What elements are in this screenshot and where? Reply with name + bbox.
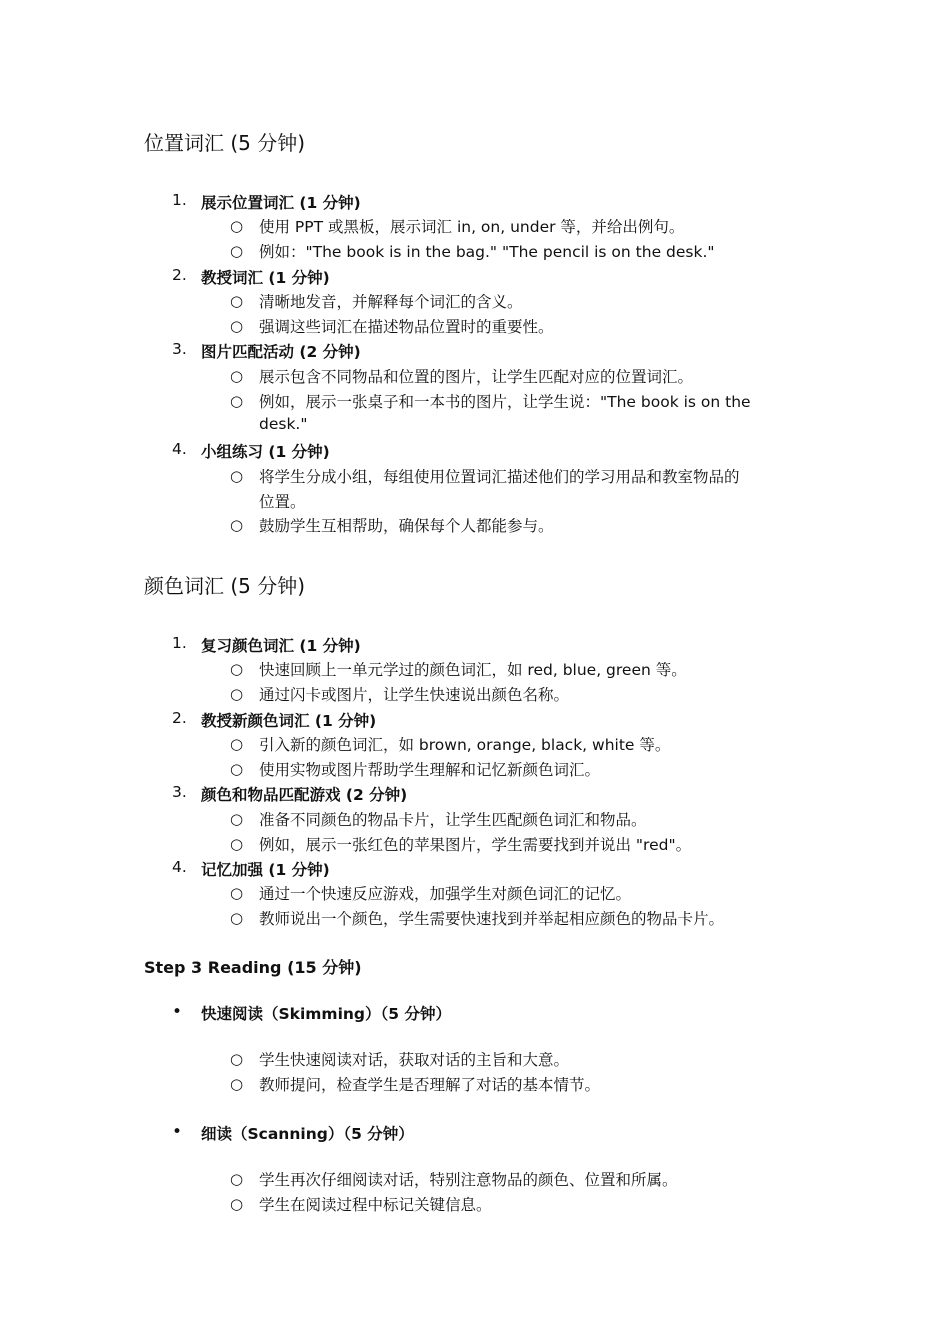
- list-item-title: 展示位置词汇 (1 分钟): [201, 194, 361, 212]
- sub-item: 教师说出一个颜色，学生需要快速找到并举起相应颜色的物品卡片。: [259, 910, 725, 928]
- circle-bullet-icon: ○: [230, 835, 244, 853]
- circle-bullet-icon: ○: [230, 292, 244, 310]
- circle-bullet-icon: ○: [230, 516, 244, 534]
- list-item-title: 复习颜色词汇 (1 分钟): [201, 637, 361, 655]
- circle-bullet-icon: ○: [230, 217, 244, 235]
- sub-item: 例如："The book is in the bag." "The pencil is on the desk.": [259, 243, 715, 261]
- circle-bullet-icon: ○: [230, 367, 244, 385]
- circle-bullet-icon: ○: [230, 1050, 244, 1068]
- list-number: 2.: [172, 709, 187, 727]
- list-number: 1.: [172, 191, 187, 209]
- list-number: 4.: [172, 858, 187, 876]
- step-heading-reading: Step 3 Reading (15 分钟): [144, 958, 362, 977]
- list-item-title: 小组练习 (1 分钟): [201, 443, 330, 461]
- circle-bullet-icon: ○: [230, 884, 244, 902]
- sub-item: 学生快速阅读对话，获取对话的主旨和大意。: [259, 1051, 570, 1069]
- bullet-icon: •: [172, 1122, 183, 1142]
- circle-bullet-icon: ○: [230, 1075, 244, 1093]
- circle-bullet-icon: ○: [230, 242, 244, 260]
- sub-item: 使用实物或图片帮助学生理解和记忆新颜色词汇。: [259, 761, 601, 779]
- sub-item: 例如，展示一张桌子和一本书的图片，让学生说："The book is on the: [259, 393, 751, 411]
- sub-item-continuation: 位置。: [259, 493, 306, 511]
- sub-item-continuation: desk.": [259, 415, 308, 433]
- reading-part-title: 细读（Scanning）（5 分钟）: [201, 1125, 414, 1143]
- circle-bullet-icon: ○: [230, 660, 244, 678]
- circle-bullet-icon: ○: [230, 1170, 244, 1188]
- sub-item: 强调这些词汇在描述物品位置时的重要性。: [259, 318, 554, 336]
- circle-bullet-icon: ○: [230, 909, 244, 927]
- list-number: 3.: [172, 783, 187, 801]
- circle-bullet-icon: ○: [230, 317, 244, 335]
- list-item-title: 教授词汇 (1 分钟): [201, 269, 330, 287]
- sub-item: 清晰地发音，并解释每个词汇的含义。: [259, 293, 523, 311]
- list-item-title: 图片匹配活动 (2 分钟): [201, 343, 361, 361]
- list-number: 3.: [172, 340, 187, 358]
- circle-bullet-icon: ○: [230, 392, 244, 410]
- section-heading-position-words: 位置词汇 (5 分钟): [144, 131, 306, 155]
- sub-item: 使用 PPT 或黑板，展示词汇 in, on, under 等，并给出例句。: [259, 218, 685, 236]
- list-item-title: 记忆加强 (1 分钟): [201, 861, 330, 879]
- list-number: 2.: [172, 266, 187, 284]
- circle-bullet-icon: ○: [230, 467, 244, 485]
- sub-item: 教师提问，检查学生是否理解了对话的基本情节。: [259, 1076, 601, 1094]
- sub-item: 例如，展示一张红色的苹果图片，学生需要找到并说出 "red"。: [259, 836, 692, 854]
- sub-item: 引入新的颜色词汇，如 brown, orange, black, white 等。: [259, 736, 671, 754]
- sub-item: 将学生分成小组，每组使用位置词汇描述他们的学习用品和教室物品的: [259, 468, 740, 486]
- reading-part-title: 快速阅读（Skimming）（5 分钟）: [201, 1005, 451, 1023]
- circle-bullet-icon: ○: [230, 685, 244, 703]
- sub-item: 学生再次仔细阅读对话，特别注意物品的颜色、位置和所属。: [259, 1171, 678, 1189]
- sub-item: 准备不同颜色的物品卡片，让学生匹配颜色词汇和物品。: [259, 811, 647, 829]
- circle-bullet-icon: ○: [230, 810, 244, 828]
- list-item-title: 教授新颜色词汇 (1 分钟): [201, 712, 377, 730]
- bullet-icon: •: [172, 1002, 183, 1022]
- sub-item: 通过一个快速反应游戏，加强学生对颜色词汇的记忆。: [259, 885, 632, 903]
- list-number: 4.: [172, 440, 187, 458]
- list-number: 1.: [172, 634, 187, 652]
- circle-bullet-icon: ○: [230, 1195, 244, 1213]
- sub-item: 展示包含不同物品和位置的图片，让学生匹配对应的位置词汇。: [259, 368, 694, 386]
- section-heading-color-words: 颜色词汇 (5 分钟): [144, 574, 306, 598]
- circle-bullet-icon: ○: [230, 760, 244, 778]
- sub-item: 快速回顾上一单元学过的颜色词汇，如 red, blue, green 等。: [259, 661, 687, 679]
- sub-item: 学生在阅读过程中标记关键信息。: [259, 1196, 492, 1214]
- sub-item: 鼓励学生互相帮助，确保每个人都能参与。: [259, 517, 554, 535]
- list-item-title: 颜色和物品匹配游戏 (2 分钟): [201, 786, 408, 804]
- circle-bullet-icon: ○: [230, 735, 244, 753]
- sub-item: 通过闪卡或图片，让学生快速说出颜色名称。: [259, 686, 570, 704]
